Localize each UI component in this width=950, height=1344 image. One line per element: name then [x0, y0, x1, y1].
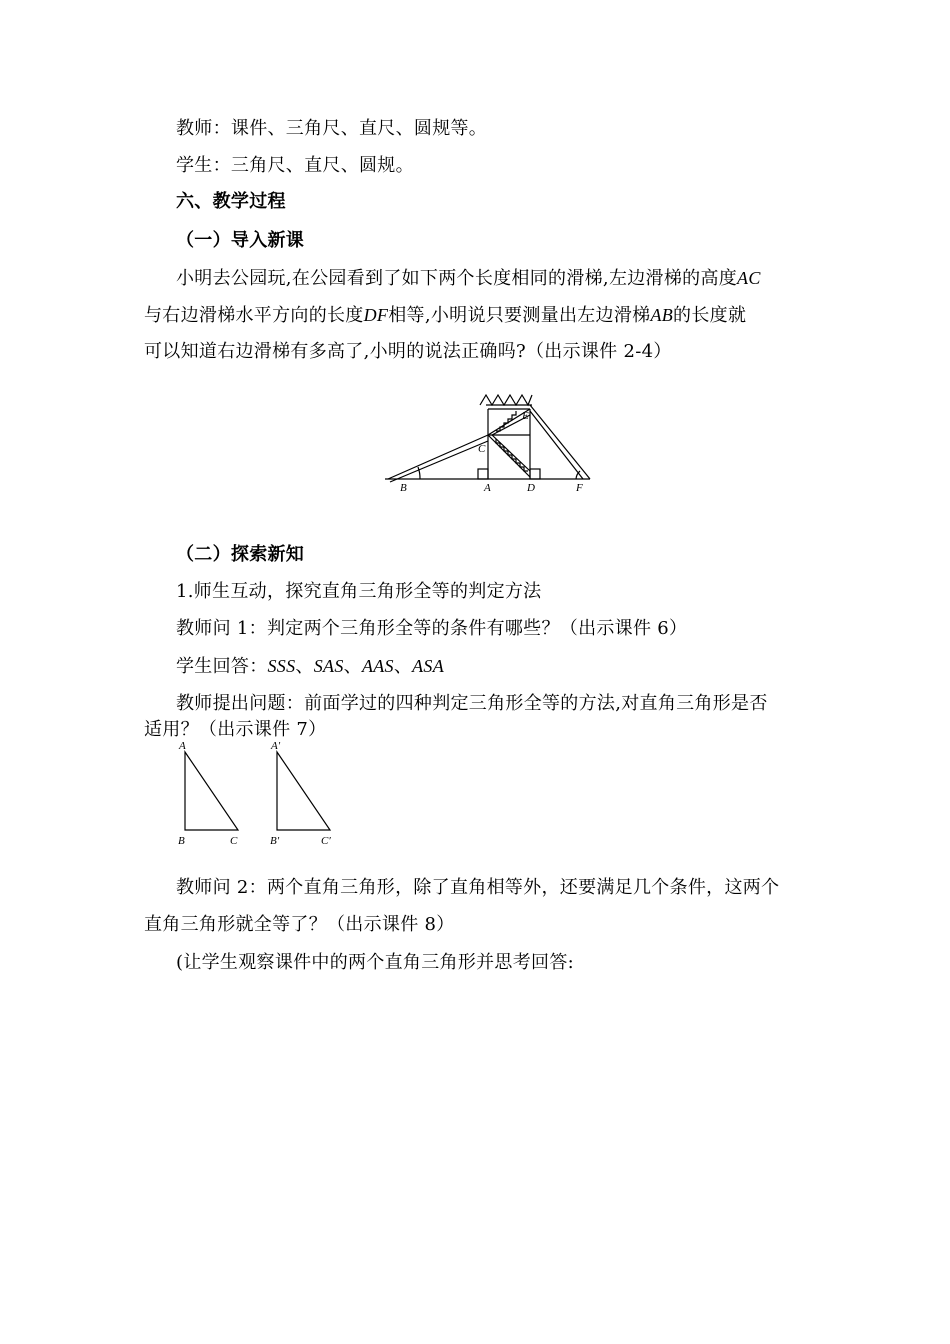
- explore-item-1: 1.师生互动，探究直角三角形全等的判定方法: [176, 581, 542, 602]
- teacher-question-2-line-2: 直角三角形就全等了？（出示课件 8）: [144, 914, 455, 935]
- label-D: D: [527, 482, 535, 494]
- teacher-question-1: 教师问 1：判定两个三角形全等的条件有哪些？（出示课件 6）: [176, 618, 688, 639]
- intro-paragraph-line-2: 与右边滑梯水平方向的长度DF相等,小明说只要测量出左边滑梯AB的长度就: [144, 305, 747, 326]
- t1-label-B: B: [178, 835, 185, 847]
- label-B: B: [400, 482, 407, 494]
- observe-instruction: (让学生观察课件中的两个直角三角形并思考回答:: [176, 952, 574, 973]
- slide-figure: [380, 385, 600, 497]
- t2-label-C: C′: [321, 835, 331, 847]
- section-title-teaching-process: 六、教学过程: [176, 191, 286, 212]
- teacher-question-2-line-1: 教师问 2：两个直角三角形，除了直角相等外，还要满足几个条件，这两个: [176, 877, 780, 898]
- student-answer: 学生回答：SSS、SAS、AAS、ASA: [176, 656, 445, 677]
- t1-label-C: C: [230, 835, 238, 847]
- label-F: F: [576, 482, 583, 494]
- label-C: C: [478, 443, 486, 455]
- right-triangles-figure: [168, 738, 358, 850]
- label-A: A: [484, 482, 491, 494]
- label-E: E: [522, 410, 529, 422]
- t1-label-A: A: [179, 740, 186, 752]
- t2-label-B: B′: [270, 835, 280, 847]
- materials-student: 学生：三角尺、直尺、圆规。: [176, 155, 414, 176]
- part-title-intro: （一）导入新课: [176, 230, 305, 251]
- materials-teacher: 教师：课件、三角尺、直尺、圆规等。: [176, 118, 488, 139]
- intro-paragraph-line-1: 小明去公园玩,在公园看到了如下两个长度相同的滑梯,左边滑梯的高度AC: [176, 268, 761, 289]
- teacher-prompt-line-2: 适用？（出示课件 7）: [144, 719, 327, 740]
- teacher-prompt-line-1: 教师提出问题：前面学过的四种判定三角形全等的方法,对直角三角形是否: [176, 693, 768, 714]
- intro-paragraph-line-3: 可以知道右边滑梯有多高了,小明的说法正确吗?（出示课件 2-4）: [144, 341, 672, 362]
- part-title-explore: （二）探索新知: [176, 544, 305, 565]
- t2-label-A: A′: [271, 740, 281, 752]
